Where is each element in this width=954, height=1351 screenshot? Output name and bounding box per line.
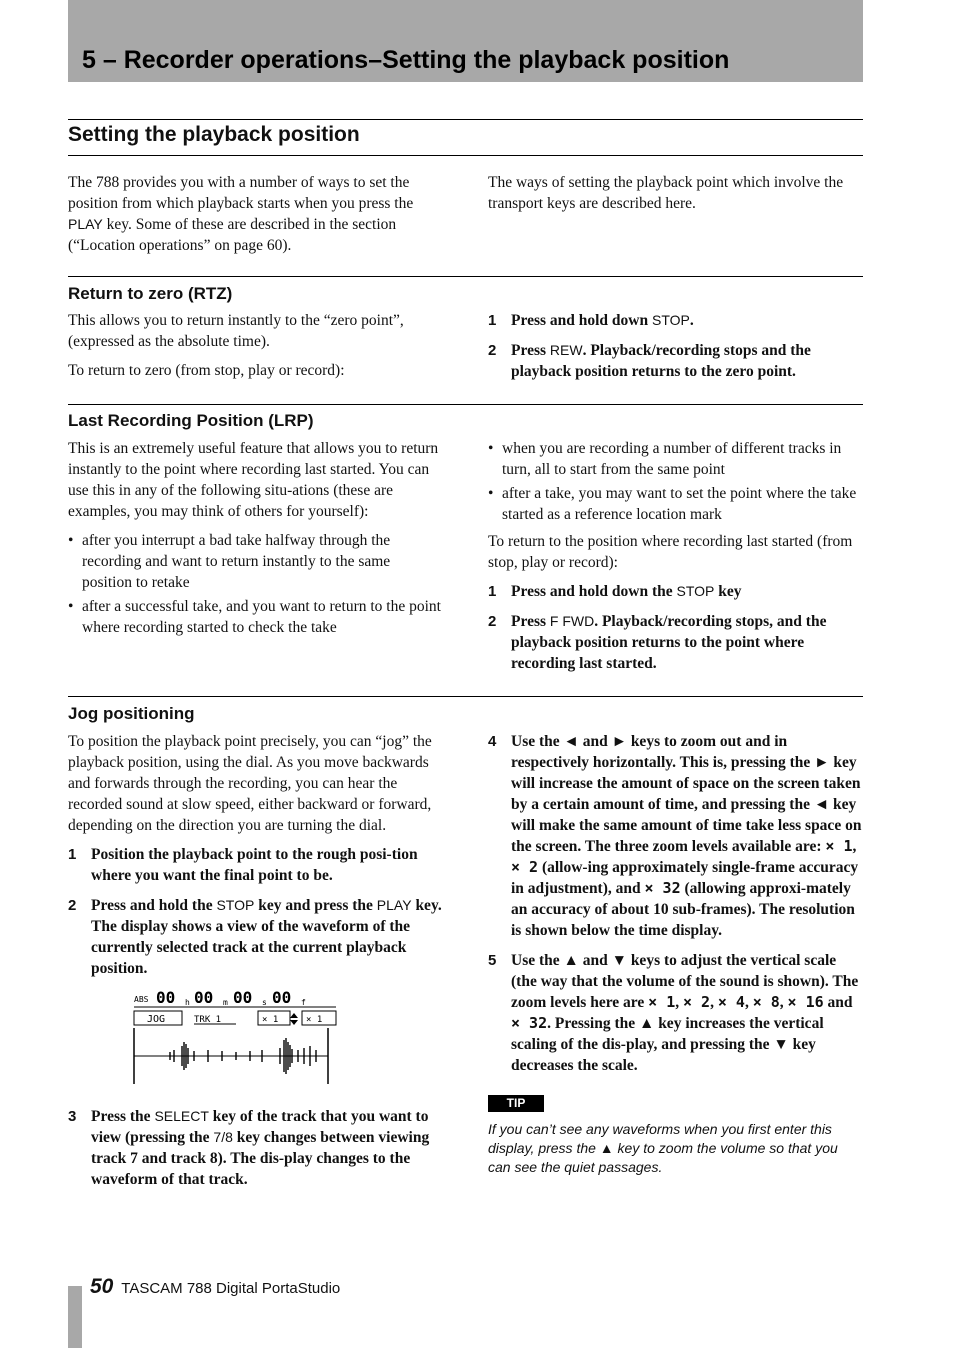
section-title: Setting the playback position bbox=[68, 123, 360, 146]
jog-step-5: 5 Use the ▲ and ▼ keys to adjust the vertical scale (the way that the volume of the sound is shown). The zoom levels here are × 1, × 2, × 4, × 8, × 16 and × 32. Pressing the ▲ key increases the vertical scaling of the dis-play, and pressing the ▼ key decreases the scale. bbox=[488, 952, 859, 1074]
rtz-steps bbox=[488, 310, 862, 391]
lrp-bullets-right bbox=[488, 438, 862, 525]
lrp-p2: To return to the position where recording last started (from stop, play or record): bbox=[488, 533, 853, 571]
jog-step-3: 3 Press the SELECT key of the track that you want to view (pressing the 7/8 key changes between viewing track 7 and track 8). The dis-play changes to the waveform of that track. bbox=[68, 1108, 430, 1188]
lrp-bullets-left bbox=[68, 530, 442, 638]
rtz-left bbox=[68, 310, 442, 389]
jog-left bbox=[68, 731, 442, 1199]
rule bbox=[68, 119, 863, 120]
lrp-heading: Last Recording Position (LRP) bbox=[68, 411, 314, 430]
up-arrow-icon bbox=[290, 1013, 298, 1018]
lrp-step-2: 2 Press F FWD. Playback/recording stops, and the playback position returns to the point where recording last started. bbox=[488, 613, 827, 672]
tip-label: TIP bbox=[488, 1095, 544, 1112]
rtz-p1: This allows you to return instantly to the “zero point”, (expressed as the absolute time). bbox=[68, 312, 404, 350]
lcd-jog-label: JOG bbox=[147, 1014, 166, 1025]
list-item: • after you interrupt a bad take halfway through the recording and want to return instantly to the same position to retake bbox=[68, 530, 442, 593]
list-item: • when you are recording a number of different tracks in turn, all to start from the same point bbox=[488, 438, 862, 480]
page-footer bbox=[90, 1276, 340, 1299]
lcd-v-zoom: × 1 bbox=[306, 1015, 323, 1025]
jog-step-4: 4 Use the ◄ and ► keys to zoom out and in respectively horizontally. This is, pressing the ► key will increase the amount of space on the screen taken by a certain amount of time, and pressing the ◄ key will make the same amount of time take less space on the screen. The three zoom levels available are: × 1, × 2 (allow-ing approximately single-frame accuracy in adjustment), and × 32 (allowing approxi-mately an accuracy of about 10 sub-frames). The resolution is shown below the time display. bbox=[488, 733, 862, 939]
list-item: • after a successful take, and you want to return to the point where recording started to check the take bbox=[68, 596, 442, 638]
lrp-step-1: 1 Press and hold down the STOP key bbox=[488, 583, 742, 600]
intro-left bbox=[68, 172, 442, 264]
down-arrow-icon bbox=[290, 1020, 298, 1025]
jog-right bbox=[488, 731, 862, 1177]
tip-box bbox=[488, 1092, 862, 1177]
lcd-frames: 00 bbox=[272, 988, 292, 1007]
chapter-title: 5 – Recorder operations–Setting the playback position bbox=[82, 46, 730, 74]
lcd-minutes: 00 bbox=[194, 988, 214, 1007]
lcd-seconds: 00 bbox=[233, 988, 253, 1007]
jog-heading: Jog positioning bbox=[68, 704, 195, 723]
svg-text:h: h bbox=[185, 998, 190, 1007]
footer-bar bbox=[68, 1286, 82, 1348]
lrp-right bbox=[488, 438, 862, 683]
rtz-step-2: 2 Press REW. Playback/recording stops and the playback position returns to the zero point. bbox=[488, 342, 811, 380]
jog-p1: To position the playback point precisely, you can “jog” the playback position, using the dial. As you move backwards and forwards through the recording, you can hear the recorded sound at slow speed, either backward or forward, depending on the direction you are turning the dial. bbox=[68, 733, 432, 834]
footer-text: TASCAM 788 Digital PortaStudio bbox=[121, 1280, 341, 1297]
rule bbox=[68, 155, 863, 156]
rtz-heading: Return to zero (RTZ) bbox=[68, 284, 233, 303]
lcd-abs-label: ABS bbox=[134, 995, 149, 1004]
jog-step-2: 2 Press and hold the STOP key and press the PLAY key. The display shows a view of the waveform of the currently selected track at the current playback position. bbox=[68, 897, 442, 977]
lrp-left bbox=[68, 438, 442, 644]
svg-text:m: m bbox=[223, 998, 228, 1007]
rtz-p2: To return to zero (from stop, play or record): bbox=[68, 362, 345, 379]
rule bbox=[68, 276, 863, 277]
list-item: • after a take, you may want to set the point where the take started as a reference location mark bbox=[488, 483, 862, 525]
page-number: 50 bbox=[90, 1275, 114, 1298]
lcd-h-zoom: × 1 bbox=[262, 1015, 279, 1025]
svg-text:f: f bbox=[301, 998, 306, 1007]
rule bbox=[68, 404, 863, 405]
intro-paragraph-right: The ways of setting the playback point which involve the transport keys are described here. bbox=[488, 174, 844, 212]
jog-step-1: 1 Position the playback point to the rough posi-tion where you want the final point to be. bbox=[68, 846, 418, 884]
lcd-track-label: TRK 1 bbox=[194, 1015, 222, 1025]
chapter-header-band bbox=[68, 0, 863, 82]
intro-right bbox=[488, 172, 862, 222]
lcd-hours: 00 bbox=[156, 988, 176, 1007]
rule bbox=[68, 696, 863, 697]
jog-lcd-display bbox=[132, 988, 338, 1086]
rtz-step-1: 1 Press and hold down STOP. bbox=[488, 312, 694, 329]
svg-text:s: s bbox=[262, 998, 267, 1007]
intro-paragraph: The 788 provides you with a number of ways to set the position from which playback starts when you press the PLAY key. Some of these are described in the section (“Location operations” on page 60). bbox=[68, 174, 414, 254]
lrp-p1: This is an extremely useful feature that allows you to return instantly to the point where recording last started. You can use this in any of the following situ-ations (these are examples, you may think of others for yourself): bbox=[68, 440, 439, 520]
tip-text: If you can’t see any waveforms when you first enter this display, press the ▲ key to zoom the volume so that you can see the quiet passages. bbox=[488, 1121, 838, 1175]
